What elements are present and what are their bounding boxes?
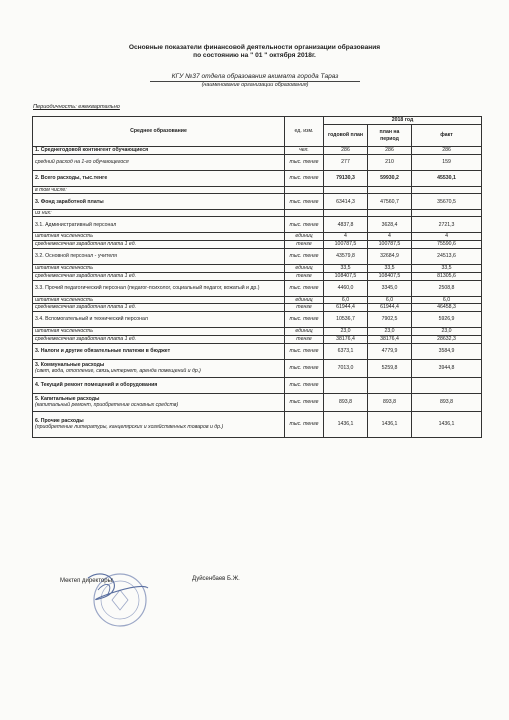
table-row bbox=[33, 335, 482, 343]
row-plan-year-cell: 4460,0 bbox=[324, 280, 368, 296]
table-row bbox=[33, 377, 482, 393]
table-header-name: Среднее образование bbox=[33, 117, 285, 147]
table-row bbox=[33, 303, 482, 311]
row-name-cell: 3.1. Административный персонал bbox=[33, 217, 285, 233]
row-plan-year-cell: 7013,0 bbox=[324, 359, 368, 377]
row-fact-cell: 893,8 bbox=[412, 393, 482, 411]
row-name-cell: из них: bbox=[33, 210, 285, 217]
row-name-cell: средний расход на 1-го обучающегося bbox=[33, 155, 285, 171]
table-row bbox=[33, 147, 482, 155]
row-fact-cell: 159 bbox=[412, 155, 482, 171]
table-row bbox=[33, 264, 482, 272]
row-plan-period-cell bbox=[368, 187, 412, 194]
row-unit-cell: тенге bbox=[285, 303, 324, 311]
row-plan-period-cell: 38176,4 bbox=[368, 335, 412, 343]
table-header-plan-year: годовой план bbox=[324, 125, 368, 147]
row-plan-year-cell: 4837,8 bbox=[324, 217, 368, 233]
row-plan-year-cell bbox=[324, 187, 368, 194]
row-fact-cell: 3944,8 bbox=[412, 359, 482, 377]
table-row bbox=[33, 233, 482, 240]
table-row bbox=[33, 171, 482, 187]
row-plan-year-cell bbox=[324, 377, 368, 393]
row-name-cell: штатная численность bbox=[33, 233, 285, 240]
periodicity: Периодичность: ежеквартально bbox=[33, 104, 120, 110]
row-unit-cell: единиц bbox=[285, 296, 324, 303]
row-plan-period-cell: 6,0 bbox=[368, 296, 412, 303]
row-plan-year-cell: 23,0 bbox=[324, 327, 368, 335]
row-plan-year-cell: 4 bbox=[324, 233, 368, 240]
table-row bbox=[33, 327, 482, 335]
row-unit-cell: тыс. тенге bbox=[285, 280, 324, 296]
organization-caption: (наименование организации образования) bbox=[201, 82, 309, 88]
signature-label: Мектеп директоры: bbox=[60, 578, 114, 584]
row-name-cell: в том числе: bbox=[33, 187, 285, 194]
row-plan-year-cell: 277 bbox=[324, 155, 368, 171]
table-row bbox=[33, 240, 482, 248]
row-plan-period-cell bbox=[368, 377, 412, 393]
row-name-cell: 3. Коммунальные расходы (свет, вода, отопление, связь,интернет, аренда помещений и др.) bbox=[33, 359, 285, 377]
row-name-cell: 4. Текущий ремонт помещений и оборудования bbox=[33, 377, 285, 393]
row-unit-cell: тыс. тенге bbox=[285, 311, 324, 327]
row-fact-cell: 75590,6 bbox=[412, 240, 482, 248]
table-row bbox=[33, 217, 482, 233]
row-plan-year-cell: 38176,4 bbox=[324, 335, 368, 343]
table-row bbox=[33, 280, 482, 296]
row-unit-cell: тыс. тенге bbox=[285, 411, 324, 437]
table-row bbox=[33, 393, 482, 411]
row-plan-period-cell: 33,5 bbox=[368, 264, 412, 272]
row-fact-cell: 6,0 bbox=[412, 296, 482, 303]
report-date: по состоянию на " 01 " октября 2018г. bbox=[193, 52, 316, 59]
row-unit-cell: тыс. тенге bbox=[285, 155, 324, 171]
row-name-cell: 5. Капитальные расходы (капитальный ремонт, приобретение основных средств) bbox=[33, 393, 285, 411]
row-plan-year-cell bbox=[324, 210, 368, 217]
row-plan-period-cell: 3345,0 bbox=[368, 280, 412, 296]
row-name-cell: среднемесячная заработная плата 1 ед. bbox=[33, 240, 285, 248]
row-unit-cell: тенге bbox=[285, 240, 324, 248]
row-fact-cell bbox=[412, 187, 482, 194]
row-plan-period-cell: 4779,9 bbox=[368, 343, 412, 359]
row-fact-cell: 81305,6 bbox=[412, 272, 482, 280]
row-name-cell: 3.4. Вспомогательный и технический персонал bbox=[33, 311, 285, 327]
organization-name: КГУ №37 отдела образования акимата города Тараз bbox=[150, 73, 360, 82]
row-unit-cell: тенге bbox=[285, 335, 324, 343]
row-fact-cell: 5926,9 bbox=[412, 311, 482, 327]
table-row bbox=[33, 311, 482, 327]
row-name-cell: среднемесячная заработная плата 1 ед. bbox=[33, 303, 285, 311]
row-name-cell: среднемесячная заработная плата 1 ед. bbox=[33, 272, 285, 280]
table-row bbox=[33, 343, 482, 359]
row-unit-cell: тыс. тенге bbox=[285, 343, 324, 359]
row-unit-cell: единиц bbox=[285, 233, 324, 240]
row-fact-cell: 28632,3 bbox=[412, 335, 482, 343]
row-fact-cell: 1436,1 bbox=[412, 411, 482, 437]
row-name-cell: 3.3. Прочий педагогический персонал (педагог-психолог, социальный педагог, вожатый и др.) bbox=[33, 280, 285, 296]
table-row bbox=[33, 187, 482, 194]
row-plan-year-cell: 10536,7 bbox=[324, 311, 368, 327]
row-fact-cell: 46458,3 bbox=[412, 303, 482, 311]
table-row bbox=[33, 272, 482, 280]
table-row bbox=[33, 359, 482, 377]
director-signature-stamp bbox=[68, 560, 168, 640]
row-name-cell: 3. Налоги и другие обязательные платежи в бюджет bbox=[33, 343, 285, 359]
row-name-cell: 3.2. Основной персонал - учителя bbox=[33, 248, 285, 264]
row-name-cell: штатная численность bbox=[33, 327, 285, 335]
row-unit-cell: тыс. тенге bbox=[285, 359, 324, 377]
table-row bbox=[33, 155, 482, 171]
row-fact-cell: 4 bbox=[412, 233, 482, 240]
row-plan-year-cell: 79130,3 bbox=[324, 171, 368, 187]
row-unit-cell bbox=[285, 187, 324, 194]
row-fact-cell bbox=[412, 377, 482, 393]
row-fact-cell: 33,5 bbox=[412, 264, 482, 272]
row-plan-year-cell: 893,8 bbox=[324, 393, 368, 411]
row-fact-cell bbox=[412, 210, 482, 217]
table-header-plan-period: план на период bbox=[368, 125, 412, 147]
row-plan-period-cell: 4 bbox=[368, 233, 412, 240]
row-plan-year-cell: 100787,5 bbox=[324, 240, 368, 248]
row-name-cell: среднемесячная заработная плата 1 ед. bbox=[33, 335, 285, 343]
row-plan-period-cell: 47560,7 bbox=[368, 194, 412, 210]
row-fact-cell: 2721,3 bbox=[412, 217, 482, 233]
row-plan-year-cell: 1436,1 bbox=[324, 411, 368, 437]
row-fact-cell: 3584,9 bbox=[412, 343, 482, 359]
row-plan-period-cell: 1436,1 bbox=[368, 411, 412, 437]
table-row bbox=[33, 411, 482, 437]
row-plan-year-cell: 61944,4 bbox=[324, 303, 368, 311]
row-plan-year-cell: 108407,5 bbox=[324, 272, 368, 280]
table-body bbox=[33, 117, 482, 438]
row-name-cell: 6. Прочие расходы (приобретение литературы, канцелярских и хозяйственных товаров и др.) bbox=[33, 411, 285, 437]
row-plan-period-cell: 5259,8 bbox=[368, 359, 412, 377]
row-unit-cell: тыс. тенге bbox=[285, 171, 324, 187]
table-row bbox=[33, 248, 482, 264]
row-plan-period-cell: 108407,5 bbox=[368, 272, 412, 280]
row-plan-year-cell: 6373,1 bbox=[324, 343, 368, 359]
row-plan-year-cell: 43579,8 bbox=[324, 248, 368, 264]
row-unit-cell: чел. bbox=[285, 147, 324, 155]
row-fact-cell: 23,0 bbox=[412, 327, 482, 335]
row-plan-period-cell: 61944,4 bbox=[368, 303, 412, 311]
row-plan-period-cell: 286 bbox=[368, 147, 412, 155]
row-plan-period-cell: 100787,5 bbox=[368, 240, 412, 248]
row-plan-period-cell: 7902,5 bbox=[368, 311, 412, 327]
report-title: Основные показатели финансовой деятельности организации образования bbox=[128, 44, 381, 51]
row-name-cell: 1. Среднегодовой контингент обучающиеся bbox=[33, 147, 285, 155]
row-unit-cell: тенге bbox=[285, 272, 324, 280]
row-name-cell: 3. Фонд заработной платы bbox=[33, 194, 285, 210]
row-plan-year-cell: 6,0 bbox=[324, 296, 368, 303]
row-fact-cell: 24513,6 bbox=[412, 248, 482, 264]
signatory-name: Дуйсенбаев Б.Ж. bbox=[192, 576, 240, 582]
row-fact-cell: 45530,1 bbox=[412, 171, 482, 187]
table-header-fact: факт bbox=[412, 125, 482, 147]
row-plan-year-cell: 63414,3 bbox=[324, 194, 368, 210]
row-name-cell: штатная численность bbox=[33, 264, 285, 272]
table-header-unit: ед. изм. bbox=[285, 117, 324, 147]
row-plan-period-cell: 3628,4 bbox=[368, 217, 412, 233]
row-unit-cell: тыс. тенге bbox=[285, 393, 324, 411]
row-plan-year-cell: 286 bbox=[324, 147, 368, 155]
row-plan-period-cell: 210 bbox=[368, 155, 412, 171]
finance-table bbox=[32, 116, 482, 438]
row-unit-cell: тыс. тенге bbox=[285, 248, 324, 264]
row-unit-cell bbox=[285, 210, 324, 217]
row-fact-cell: 35670,5 bbox=[412, 194, 482, 210]
table-row bbox=[33, 194, 482, 210]
row-fact-cell: 2508,8 bbox=[412, 280, 482, 296]
table-row bbox=[33, 296, 482, 303]
row-plan-year-cell: 33,5 bbox=[324, 264, 368, 272]
row-unit-cell: единиц bbox=[285, 264, 324, 272]
row-fact-cell: 286 bbox=[412, 147, 482, 155]
row-name-cell: 2. Всего расходы, тыс.тенге bbox=[33, 171, 285, 187]
row-plan-period-cell: 23,0 bbox=[368, 327, 412, 335]
row-plan-period-cell: 59930,2 bbox=[368, 171, 412, 187]
row-plan-period-cell: 893,8 bbox=[368, 393, 412, 411]
row-plan-period-cell: 32684,9 bbox=[368, 248, 412, 264]
row-unit-cell: единиц bbox=[285, 327, 324, 335]
row-plan-period-cell bbox=[368, 210, 412, 217]
table-header-year: 2018 год bbox=[324, 117, 482, 125]
row-unit-cell: тыс. тенге bbox=[285, 377, 324, 393]
row-unit-cell: тыс. тенге bbox=[285, 194, 324, 210]
row-unit-cell: тыс. тенге bbox=[285, 217, 324, 233]
row-name-cell: штатная численность bbox=[33, 296, 285, 303]
table-row bbox=[33, 210, 482, 217]
